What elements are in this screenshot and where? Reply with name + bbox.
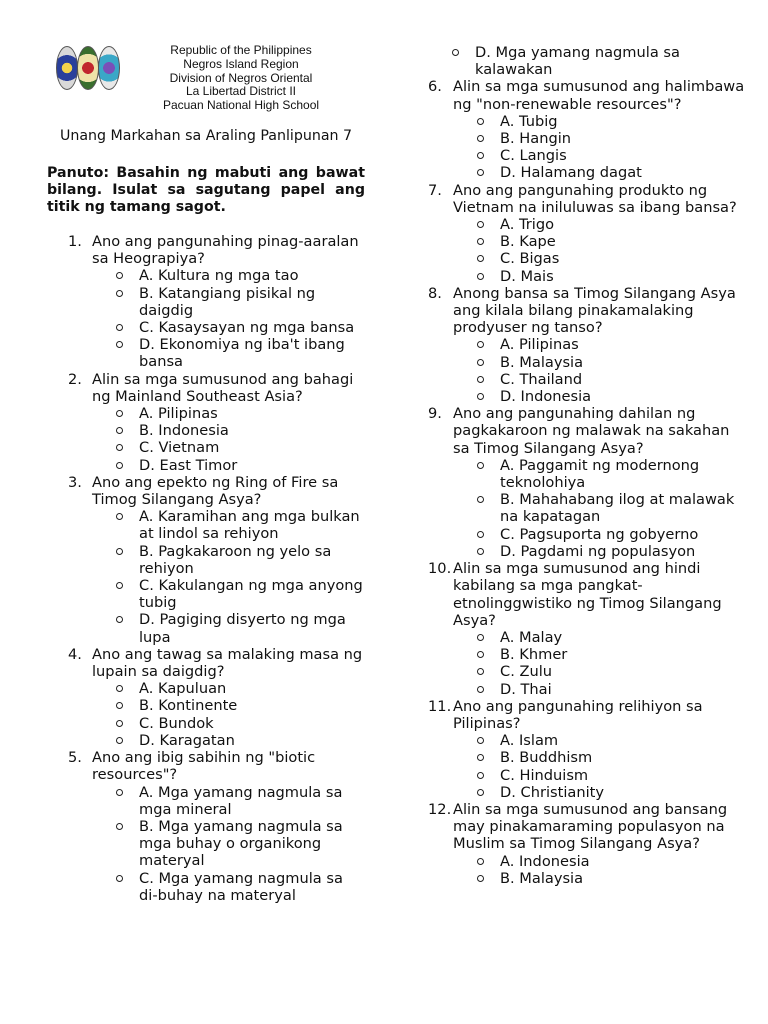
- choice-text: B. Indonesia: [139, 422, 229, 440]
- choice-text: D. Pagiging disyerto ng mga lupa: [139, 611, 346, 646]
- question-text: Ano ang pangunahing produkto ng Vietnam na iniluluwas sa ibang bansa?: [453, 181, 737, 216]
- choice-list: [92, 267, 365, 370]
- bullet-icon: [477, 668, 484, 675]
- answer-choice: [92, 439, 365, 456]
- bullet-icon: [477, 359, 484, 366]
- answer-choice: [453, 749, 746, 766]
- question-number: 1.: [68, 233, 82, 250]
- choice-text: A. Mga yamang nagmula sa mga mineral: [139, 783, 343, 818]
- exam-title: Unang Markahan sa Araling Panlipunan 7: [59, 128, 353, 144]
- choice-text: A. Karamihan ang mga bulkan at lindol sa rehiyon: [139, 508, 360, 543]
- answer-choice: [92, 405, 365, 422]
- choice-text: B. Pagkakaroon ng yelo sa rehiyon: [139, 542, 332, 577]
- answer-choice: [92, 818, 365, 870]
- bullet-icon: [116, 875, 123, 882]
- choice-text: A. Tubig: [500, 112, 558, 130]
- answer-choice: [92, 784, 365, 818]
- bullet-icon: [116, 548, 123, 555]
- choice-text: D. Mais: [500, 267, 554, 285]
- answer-choice: [92, 457, 365, 474]
- answer-choice: [92, 285, 365, 319]
- question-item: [47, 646, 365, 749]
- choice-text: A. Pilipinas: [500, 336, 579, 354]
- bullet-icon: [116, 702, 123, 709]
- bullet-icon: [477, 118, 484, 125]
- answer-choice: [453, 853, 746, 870]
- question-item: [47, 474, 365, 646]
- choice-text: B. Mga yamang nagmula sa mga buhay o organikong materyal: [139, 817, 343, 870]
- answer-choice: [453, 164, 746, 181]
- choice-text: C. Pagsuporta ng gobyerno: [500, 525, 699, 543]
- choice-list: [453, 336, 746, 405]
- question-list-left: [47, 233, 365, 904]
- answer-choice: [453, 784, 746, 801]
- choice-text: B. Kontinente: [139, 697, 238, 715]
- choice-text: B. Hangin: [500, 130, 572, 148]
- choice-text: C. Hinduism: [500, 766, 589, 784]
- choice-text: C. Zulu: [500, 663, 553, 681]
- header-line: Negros Island Region: [183, 56, 299, 71]
- choice-text: D. East Timor: [139, 456, 238, 474]
- deped-seal-icon: [56, 46, 78, 90]
- bullet-icon: [116, 582, 123, 589]
- choice-text: A. Malay: [500, 628, 563, 646]
- choice-text: A. Trigo: [500, 216, 555, 234]
- answer-choice: [92, 267, 365, 284]
- answer-choice: [453, 268, 746, 285]
- bullet-icon: [116, 720, 123, 727]
- bullet-icon: [477, 152, 484, 159]
- bullet-icon: [477, 393, 484, 400]
- right-column: [428, 44, 746, 887]
- answer-choice: [92, 611, 365, 645]
- question-item: [428, 801, 746, 887]
- bullet-icon: [477, 496, 484, 503]
- question-item: [47, 233, 365, 371]
- choice-list: [92, 405, 365, 474]
- question-number: 7.: [428, 181, 442, 199]
- bullet-icon: [116, 513, 123, 520]
- choice-text: B. Mahahabang ilog at malawak na kapatagan: [500, 491, 735, 526]
- answer-choice: [92, 697, 365, 714]
- school-seals: [56, 46, 118, 90]
- question-number: 9.: [428, 405, 442, 423]
- answer-choice: [453, 130, 746, 147]
- answer-choice: [453, 732, 746, 749]
- bullet-icon: [452, 49, 459, 56]
- answer-choice: [453, 646, 746, 663]
- bullet-icon: [477, 531, 484, 538]
- choice-text: C. Langis: [500, 147, 567, 165]
- answer-choice: [453, 113, 746, 130]
- bullet-icon: [477, 135, 484, 142]
- bullet-icon: [116, 272, 123, 279]
- answer-choice: [453, 354, 746, 371]
- choice-text: A. Kultura ng mga tao: [139, 267, 299, 285]
- school-header: [47, 44, 365, 114]
- bullet-icon: [477, 772, 484, 779]
- header-line: Republic of the Philippines: [170, 43, 312, 57]
- choice-text: C. Vietnam: [139, 439, 220, 457]
- choice-list: [453, 113, 746, 182]
- choice-text: D. Halamang dagat: [500, 164, 642, 182]
- choice-text: A. Islam: [500, 732, 559, 750]
- bullet-icon: [477, 651, 484, 658]
- answer-choice: [92, 577, 365, 611]
- bullet-icon: [477, 754, 484, 761]
- choice-text: A. Paggamit ng modernong teknolohiya: [500, 456, 700, 492]
- question-item: [428, 698, 746, 801]
- question-item: [428, 405, 746, 560]
- question-text: Alin sa mga sumusunod ang bahagi ng Mainland Southeast Asia?: [92, 370, 354, 405]
- bullet-icon: [477, 238, 484, 245]
- question-number: 12.: [428, 800, 452, 818]
- bullet-icon: [477, 737, 484, 744]
- question-text: Alin sa mga sumusunod ang halimbawa ng "non-renewable resources"?: [453, 78, 745, 113]
- answer-choice: [92, 508, 365, 542]
- answer-choice: [453, 526, 746, 543]
- question-item: [428, 182, 746, 285]
- bullet-icon: [477, 875, 484, 882]
- bullet-icon: [116, 462, 123, 469]
- question-number: 4.: [68, 645, 82, 663]
- bullet-icon: [116, 427, 123, 434]
- bullet-icon: [477, 686, 484, 693]
- question-number: 6.: [428, 78, 442, 96]
- choice-text: C. Bundok: [139, 714, 214, 732]
- instructions: Panuto: Basahin ng mabuti ang bawat bilang. Isulat sa sagutang papel ang titik ng tamang sagot.: [47, 165, 365, 215]
- header-line: La Libertad District II: [185, 84, 297, 99]
- choice-text: B. Khmer: [500, 646, 568, 664]
- division-seal-icon: [77, 46, 99, 90]
- question-text: Ano ang ibig sabihin ng "biotic resources"?: [92, 749, 316, 784]
- question-item: [428, 560, 746, 698]
- choice-list: [453, 457, 746, 560]
- answer-choice: [92, 422, 365, 439]
- question-number: 10.: [428, 560, 452, 578]
- header-line: Division of Negros Oriental: [169, 70, 313, 85]
- choice-list: [453, 732, 746, 801]
- choice-list: [92, 784, 365, 904]
- bullet-icon: [477, 221, 484, 228]
- question-item: [428, 78, 746, 181]
- choice-text: C. Bigas: [500, 250, 560, 268]
- question-text: Alin sa mga sumusunod ang bansang may pinakamaraming populasyon na Muslim sa Timog Silangang Asya?: [453, 800, 728, 853]
- answer-choice: [453, 663, 746, 680]
- answer-choice: [453, 233, 746, 250]
- question-text: Anong bansa sa Timog Silangang Asya ang kilala bilang pinakamalaking prodyuser ng tanso?: [453, 284, 736, 337]
- answer-choice: [453, 371, 746, 388]
- bullet-icon: [477, 273, 484, 280]
- question-number: 11.: [428, 697, 452, 715]
- answer-choice: [453, 681, 746, 698]
- question-text: Ano ang pangunahing pinag-aaralan sa Heograpiya?: [92, 233, 359, 268]
- header-line: Pacuan National High School: [162, 98, 320, 113]
- choice-text: C. Thailand: [500, 370, 583, 388]
- choice-text: C. Kasaysayan ng mga bansa: [139, 319, 355, 337]
- bullet-icon: [116, 789, 123, 796]
- bullet-icon: [116, 616, 123, 623]
- answer-choice: [453, 870, 746, 887]
- bullet-icon: [477, 169, 484, 176]
- answer-choice: [453, 767, 746, 784]
- choice-text: B. Kape: [500, 233, 556, 251]
- choice-list: [453, 216, 746, 285]
- question-item: [47, 371, 365, 474]
- question-text: Alin sa mga sumusunod ang hindi kabilang sa mga pangkat-etnolinggwistiko ng Timog Silangang Asya?: [453, 560, 722, 629]
- choice-text: D. Thai: [500, 680, 552, 698]
- bullet-icon: [477, 255, 484, 262]
- answer-choice: [453, 457, 746, 491]
- choice-text: D. Ekonomiya ng iba't ibang bansa: [139, 336, 345, 371]
- choice-text: C. Kakulangan ng mga anyong tubig: [139, 577, 363, 612]
- bullet-icon: [477, 462, 484, 469]
- bullet-icon: [116, 444, 123, 451]
- bullet-icon: [477, 341, 484, 348]
- answer-choice: [453, 216, 746, 233]
- answer-choice: [92, 732, 365, 749]
- question-number: 3.: [68, 473, 82, 491]
- bullet-icon: [477, 858, 484, 865]
- answer-choice: [92, 336, 365, 370]
- answer-choice: [453, 629, 746, 646]
- question-text: Ano ang epekto ng Ring of Fire sa Timog Silangang Asya?: [92, 473, 339, 509]
- choice-text: A. Indonesia: [500, 852, 590, 870]
- question-number: 5.: [68, 749, 82, 767]
- left-column: [47, 44, 365, 904]
- choice-text: D. Indonesia: [500, 388, 592, 406]
- answer-choice: [453, 491, 746, 525]
- answer-choice: [92, 680, 365, 697]
- bullet-icon: [477, 634, 484, 641]
- bullet-icon: [116, 823, 123, 830]
- question-item: [47, 749, 365, 904]
- bullet-icon: [477, 548, 484, 555]
- answer-choice: [453, 388, 746, 405]
- choice-text: C. Mga yamang nagmula sa di-buhay na materyal: [139, 869, 343, 904]
- choice-text: D. Pagdami ng populasyon: [500, 542, 696, 560]
- answer-choice: [92, 715, 365, 732]
- bullet-icon: [116, 737, 123, 744]
- choice-text: D. Christianity: [500, 783, 604, 801]
- continued-choices: [428, 44, 746, 78]
- bullet-icon: [116, 290, 123, 297]
- answer-choice: [92, 870, 365, 904]
- answer-choice: [428, 44, 746, 78]
- answer-choice: [92, 319, 365, 336]
- choice-text: A. Kapuluan: [139, 680, 227, 698]
- question-item: [428, 285, 746, 405]
- bullet-icon: [116, 341, 123, 348]
- question-number: 8.: [428, 284, 442, 302]
- choice-list: [92, 680, 365, 749]
- answer-choice: [453, 147, 746, 164]
- choice-text: D. Karagatan: [139, 731, 235, 749]
- choice-text: D. Mga yamang nagmula sa kalawakan: [475, 44, 680, 79]
- answer-choice: [453, 250, 746, 267]
- answer-choice: [92, 543, 365, 577]
- header-lines: [117, 44, 365, 113]
- question-number: 2.: [68, 370, 82, 388]
- choice-list: [453, 629, 746, 698]
- answer-choice: [453, 336, 746, 353]
- question-text: Ano ang pangunahing dahilan ng pagkakaroon ng malawak na sakahan sa Timog Silangang Asya?: [453, 405, 730, 457]
- bullet-icon: [477, 376, 484, 383]
- bullet-icon: [477, 789, 484, 796]
- choice-list: [92, 508, 365, 646]
- choice-text: A. Pilipinas: [139, 405, 218, 423]
- choice-text: B. Katangiang pisikal ng daigdig: [139, 284, 316, 319]
- choice-list: [453, 853, 746, 887]
- choice-text: B. Buddhism: [500, 749, 593, 767]
- bullet-icon: [116, 685, 123, 692]
- question-text: Ano ang tawag sa malaking masa ng lupain sa daigdig?: [92, 645, 363, 681]
- choice-text: B. Malaysia: [500, 353, 584, 371]
- bullet-icon: [116, 324, 123, 331]
- answer-choice: [453, 543, 746, 560]
- question-list-right: [428, 78, 746, 887]
- question-text: Ano ang pangunahing relihiyon sa Pilipinas?: [453, 697, 703, 732]
- choice-text: B. Malaysia: [500, 869, 584, 887]
- bullet-icon: [116, 410, 123, 417]
